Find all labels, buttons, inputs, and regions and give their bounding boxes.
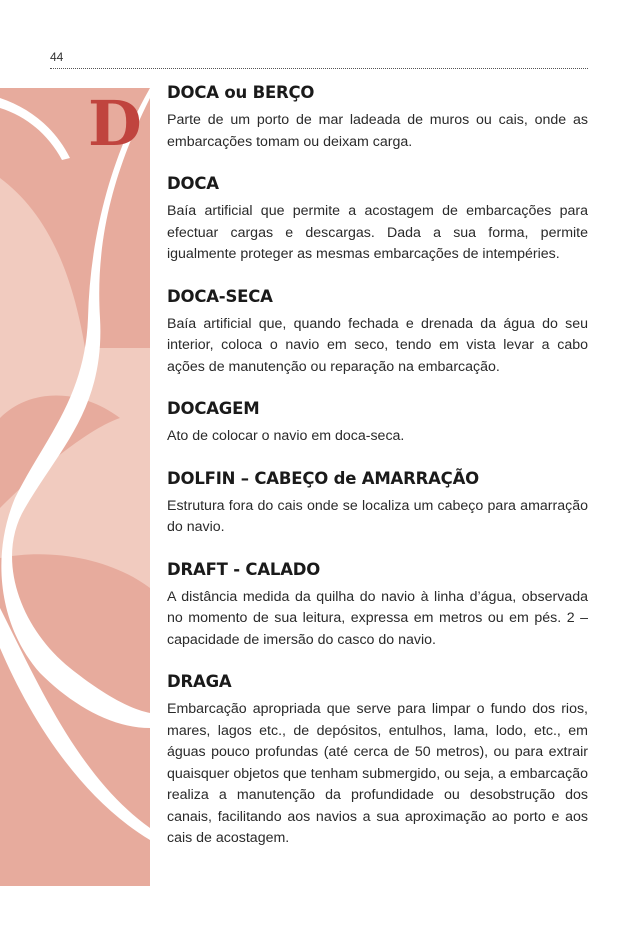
entry-term: DRAGA [167, 672, 232, 691]
entry-term: DOCA-SECA [167, 286, 273, 306]
glossary-entry [167, 468, 588, 539]
entry-term: DOCAGEM [167, 399, 260, 418]
decorative-side-panel [0, 88, 150, 886]
glossary-entry [167, 559, 588, 652]
entry-definition: Ato de colocar o navio em doca-seca. [167, 428, 405, 444]
page-number: 44 [50, 50, 64, 64]
swirl-decoration [0, 88, 150, 886]
glossary-entries [167, 82, 588, 870]
entry-definition: Baía artificial que, quando fechada e drenada da água do seu interior, coloca o navio em seco, tendo em vista levar a cabo ações de manutenção ou reparação na embarcação. [167, 315, 588, 375]
entry-definition: Baía artificial que permite a acostagem de embarcações para efectuar cargas e descargas. Dada a sua forma, permite igualmente proteger as mesmas embarcações de intempéries. [167, 203, 588, 262]
glossary-entry [167, 173, 588, 266]
glossary-entry [167, 82, 588, 153]
entry-definition: Parte de um porto de mar ladeada de muros ou cais, onde as embarcações tomam ou deixam carga. [167, 112, 588, 150]
entry-term: DOCA ou BERÇO [167, 83, 315, 102]
entry-definition: Embarcação apropriada que serve para limpar o fundo dos rios, mares, lagos etc., de depósitos, entulhos, lama, lodo, etc., em águas pouco profundas (até cerca de 50 metros), ou para extrair quaisquer objetos que tenham submergido, ou seja, a embarcação realiza a manutenção da profundidade ou desobstrução dos canais, facilitando aos navios a sua aproximação ao porto e aos cais de acostagem. [167, 701, 588, 846]
glossary-entry [167, 286, 588, 379]
entry-definition: Estrutura fora do cais onde se localiza um cabeço para amarração do navio. [167, 497, 588, 535]
dotted-header-rule [50, 68, 588, 69]
entry-definition: A distância medida da quilha do navio à linha d’água, observada no momento de sua leitura, expressa em metros ou em pés. 2 – capacidade de imersão do casco do navio. [167, 588, 588, 648]
entry-term: DRAFT - CALADO [167, 559, 321, 579]
entry-term: DOLFIN – CABEÇO de AMARRAÇÃO [167, 468, 479, 488]
section-letter: D [88, 87, 142, 160]
glossary-entry [167, 671, 588, 850]
entry-term: DOCA [167, 174, 219, 193]
glossary-entry [167, 398, 588, 448]
